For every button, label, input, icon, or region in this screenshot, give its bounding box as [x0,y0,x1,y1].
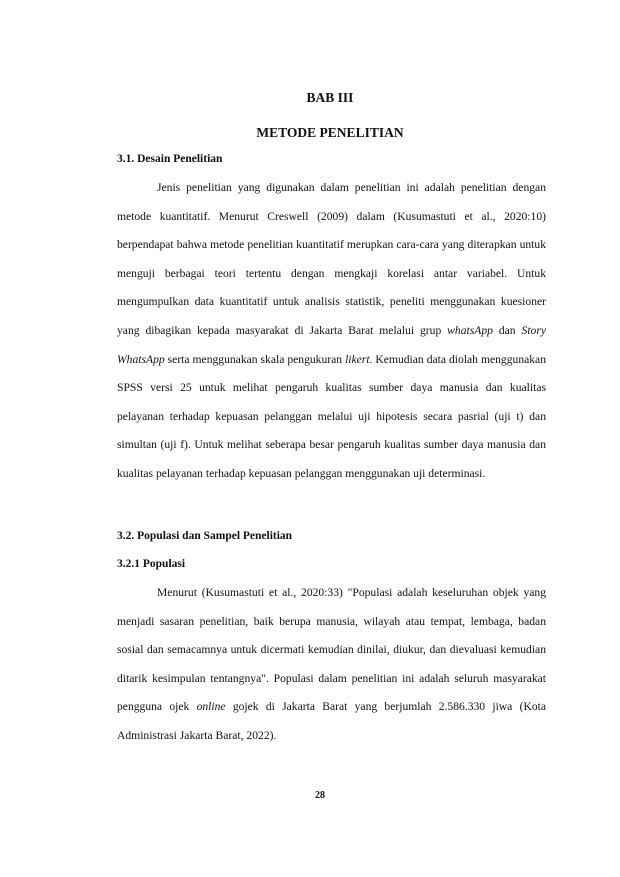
paragraph-text: dan [492,323,522,337]
section-heading-3-2: 3.2. Populasi dan Sampel Penelitian [117,530,293,542]
paragraph-emphasis: online [196,700,226,714]
paragraph-text: Jenis penelitian yang digunakan dalam penelitian ini adalah penelitian dengan metode kuantitatif. Menurut Creswell (2009) dalam (Kusumastuti et al., 2020:10) berpendapat bahwa metode penelitian kuantitatif merupkan cara-cara yang diterapkan untuk menguji berbagai teori tertentu dengan mengkaji korelasi antar variabel. Untuk mengumpulkan data kuantitatif untuk analisis statistik, peneliti menggunakan kuesioner yang dibagikan kepada masyarakat di Jakarta Barat melalui grup [117,181,546,337]
paragraph-text: . Kemudian data diolah menggunakan SPSS versi 25 untuk melihat pengaruh kualitas sumber daya manusia dan kualitas pelayanan terhadap kepuasan pelanggan melalui uji hipotesis secara pasrial (uji t) dan simultan (uji f). Untuk melihat seberapa besar pengaruh kualitas sumber daya manusia dan kualitas pelayanan terhadap kepuasan pelanggan menggunakan uji determinasi. [117,352,547,480]
section-heading-3-2-1: 3.2.1 Populasi [117,558,186,570]
section-3-1-paragraph [117,174,546,489]
paragraph-text: gojek di Jakarta Barat yang berjumlah 2.586.330 jiwa (Kota Administrasi Jakarta Barat, 2022). [117,700,546,742]
chapter-number: BAB III [306,90,354,105]
paragraph-emphasis: whatsApp [447,323,493,337]
section-heading-3-1: 3.1. Desain Penelitian [117,153,223,165]
chapter-title: METODE PENELITIAN [256,125,404,140]
section-3-2-1-paragraph [117,579,546,751]
paragraph-emphasis: likert [345,352,370,366]
paragraph-text: Menurut (Kusumastuti et al., 2020:33) "Populasi adalah keseluruhan objek yang menjadi sasaran penelitian, baik berupa manusia, wilayah atau tempat, lembaga, badan sosial dan semacamnya untuk dicermati kemudian dinilai, diukur, dan dievaluasi kemudian ditarik kesimpulan tentangnya". Populasi dalam penelitian ini adalah seluruh masyarakat pengguna ojek [117,586,546,714]
paragraph-emphasis: Story WhatsApp [117,323,546,366]
page-number: 28 [315,790,325,801]
paragraph-text: serta menggunakan skala pengukuran [164,352,346,366]
